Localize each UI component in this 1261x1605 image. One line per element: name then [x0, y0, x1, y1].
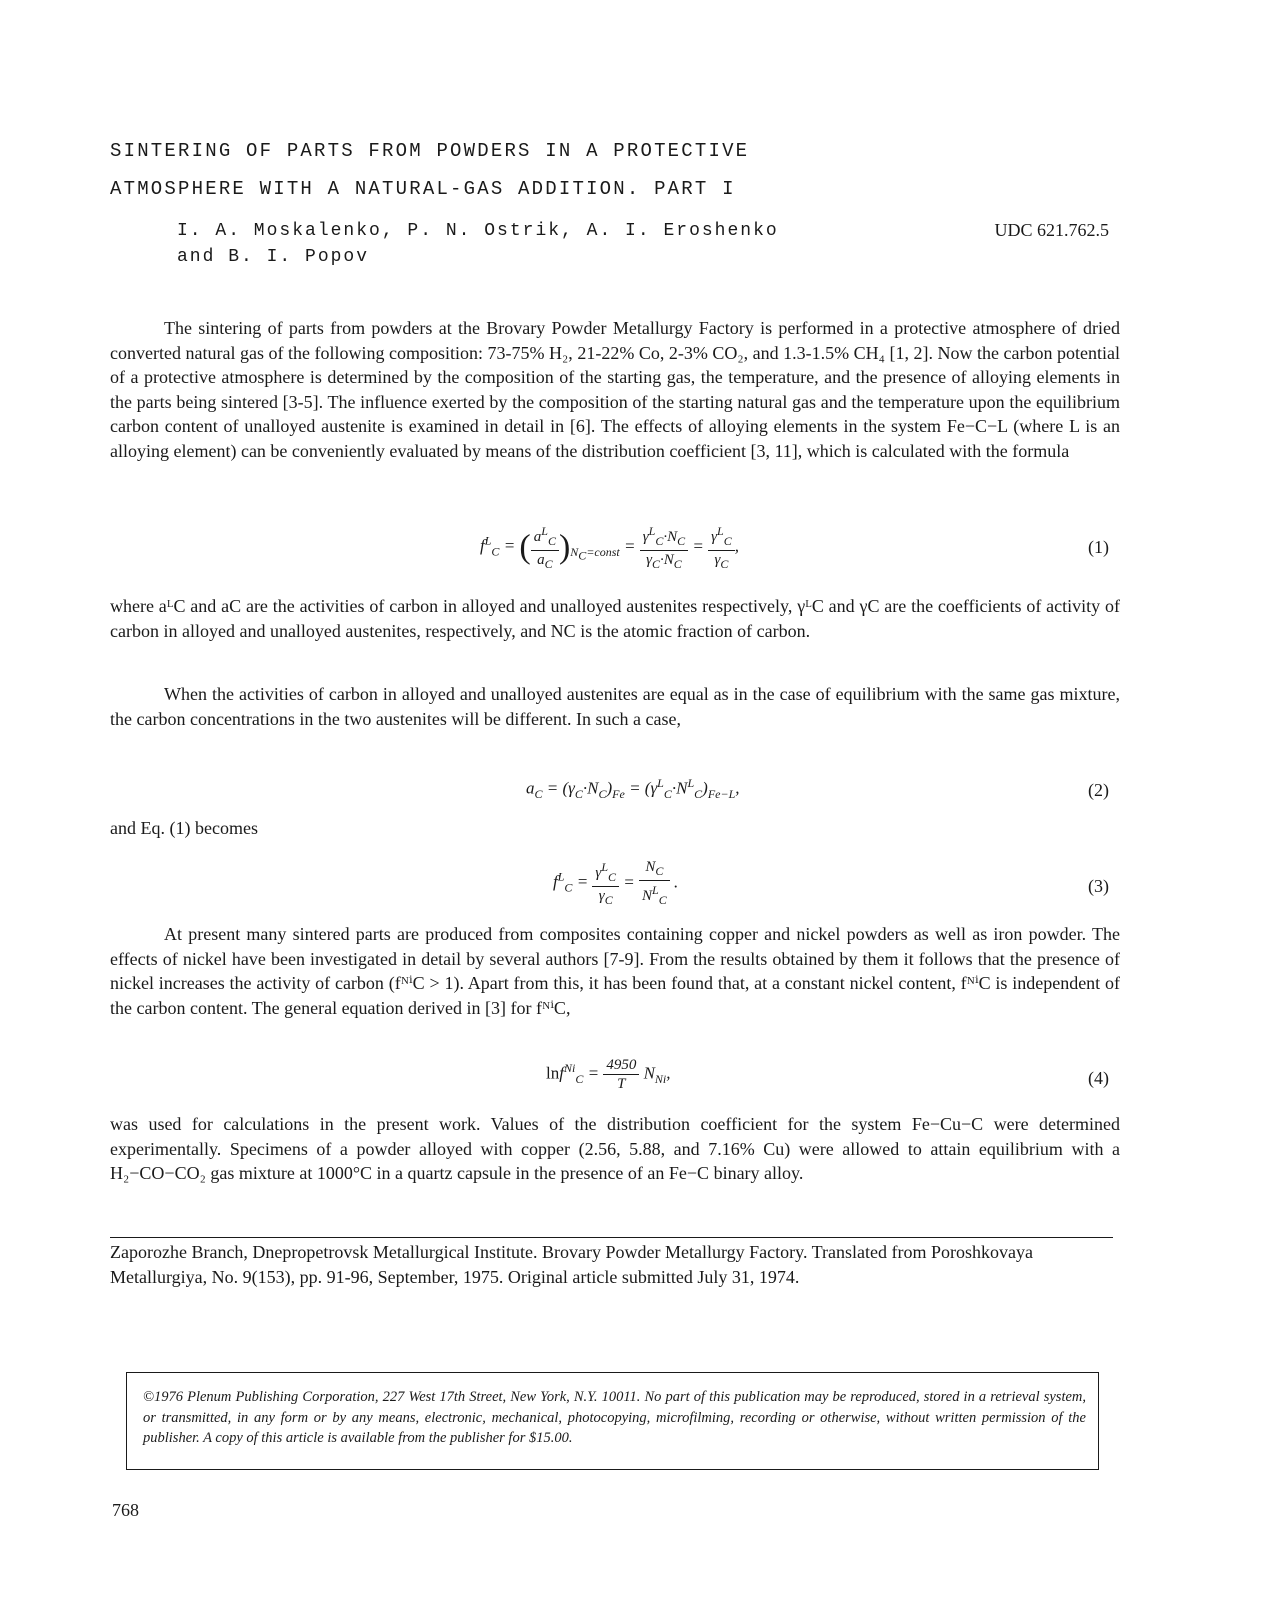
equation-1: $f^L_C$ = ( $\frac{a^L_C}{a_C}$ )$_{N_C=const}$ = $\frac{\gamma^L_C\cdot N_C}{\gamma_C\cdot N_C}$ = $\frac{\gamma^L_C}{\gamma_C}$ ,	[480, 524, 739, 571]
title-line-1: SINTERING OF PARTS FROM POWDERS IN A PROTECTIVE	[110, 140, 750, 162]
page-number: 768	[112, 1500, 139, 1520]
equation-4-constant: 4950	[603, 1056, 639, 1075]
equation-4: lnf$^{Ni}_C$ = $\frac{4950}{T}$ $N_{Ni}$,	[546, 1057, 671, 1092]
paragraph-6: was used for calculations in the present work. Values of the distribution coefficient for the system Fe−Cu−C were determined experimentally. Specimens of a powder alloyed with copper (2.56, 5.88, and 7.16% Cu) were allowed to attain equilibrium with a H₂−CO−CO₂ gas mixture at 1000°C in a quartz capsule in the presence of an Fe−C binary alloy.	[110, 1114, 1120, 1183]
equation-2-number: (2)	[1088, 780, 1109, 800]
footnote-divider	[110, 1237, 1113, 1238]
equation-3-number: (3)	[1088, 876, 1109, 896]
equation-4-number: (4)	[1088, 1068, 1109, 1088]
equation-3: $f^L_C$ = $\frac{\gamma^L_C}{\gamma_C}$ = $\frac{N_C}{N^L_C}$ .	[553, 859, 679, 907]
paragraph-2: where aᴸC and aC are the activities of carbon in alloyed and unalloyed austenites respectively, γᴸC and γC are the coefficients of activity of carbon in alloyed and unalloyed austenites, respectively, and NC is the atomic fraction of carbon.	[110, 596, 1120, 641]
paragraph-5: At present many sintered parts are produced from composites containing copper and nickel powders as well as iron powder. The effects of nickel have been investigated in detail by several authors [7-9]. From the results obtained by them it follows that the presence of nickel increases the activity of carbon (fᴺⁱC > 1). Apart from this, it has been found that, at a constant nickel content, fᴺⁱC is independent of the carbon content. The general equation derived in [3] for fᴺⁱC,	[110, 924, 1120, 1018]
article-title	[110, 132, 1010, 208]
paragraph-1: The sintering of parts from powders at the Brovary Powder Metallurgy Factory is performed in a protective atmosphere of dried converted natural gas of the following composition: 73-75% H₂, 21-22% Co, 2-3% CO₂, and 1.3-1.5% CH₄ [1, 2]. Now the carbon potential of a protective atmosphere is determined by the composition of the starting gas, the temperature, and the presence of alloying elements in the parts being sintered [3-5]. The influence exerted by the composition of the starting natural gas and the temperature upon the equilibrium carbon content of unalloyed austenite is examined in detail in [6]. The effects of alloying elements in the system Fe−C−L (where L is an alloying element) can be conveniently evaluated by means of the distribution coefficient [3, 11], which is calculated with the formula	[110, 318, 1120, 461]
equation-1-number: (1)	[1088, 537, 1109, 557]
paragraph-4: and Eq. (1) becomes	[110, 818, 258, 838]
authors-line-1: I. A. Moskalenko, P. N. Ostrik, A. I. Eroshenko	[177, 221, 779, 241]
authors-line-2: and B. I. Popov	[177, 247, 370, 267]
equation-2: $a_C = (\gamma_C\cdot N_C)_{Fe} = (\gamma^L_C\cdot N^L_C)_{Fe-L}$,	[526, 776, 740, 802]
udc-code: UDC 621.762.5	[994, 220, 1109, 240]
title-line-2: ATMOSPHERE WITH A NATURAL-GAS ADDITION. PART I	[110, 178, 736, 200]
paragraph-3: When the activities of carbon in alloyed and unalloyed austenites are equal as in the case of equilibrium with the same gas mixture, the carbon concentrations in the two austenites will be different. In such a case,	[110, 684, 1120, 729]
copyright-notice: ©1976 Plenum Publishing Corporation, 227 West 17th Street, New York, N.Y. 10011. No part of this publication may be reproduced, stored in a retrieval system, or transmitted, in any form or by any means, electronic, mechanical, photocopying, microfilming, recording or otherwise, without written permission of the publisher. A copy of this article is available from the publisher for $15.00.	[126, 1372, 1099, 1470]
affiliation-footnote: Zaporozhe Branch, Dnepropetrovsk Metallurgical Institute. Brovary Powder Metallurgy Factory. Translated from Poroshkovaya Metallurgiya, No. 9(153), pp. 91-96, September, 1975. Original article submitted July 31, 1974.	[110, 1242, 1033, 1287]
author-list	[177, 218, 897, 270]
